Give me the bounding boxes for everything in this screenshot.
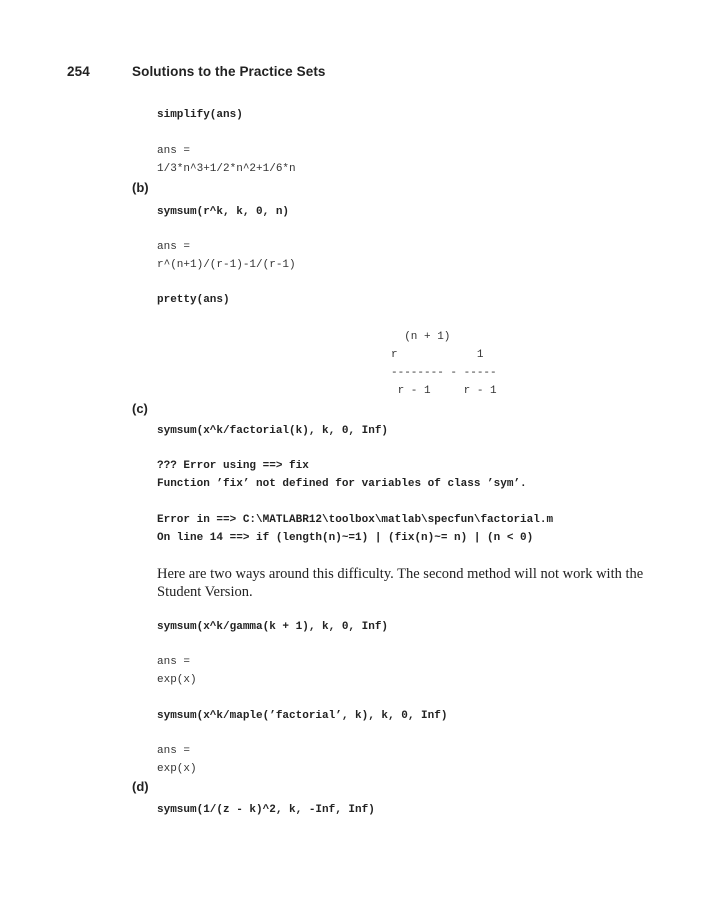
- error-line: Error in ==> C:\MATLABR12\toolbox\matlab\specfun\factorial.m: [157, 514, 554, 526]
- part-label-d: (d): [132, 779, 149, 794]
- error-line: ??? Error using ==> fix: [157, 460, 309, 472]
- code-command: symsum(x^k/gamma(k + 1), k, 0, Inf): [157, 621, 389, 633]
- page-number: 254: [67, 64, 90, 79]
- code-command: symsum(x^k/factorial(k), k, 0, Inf): [157, 425, 389, 437]
- error-line: On line 14 ==> if (length(n)~=1) | (fix(n)~= n) | (n < 0): [157, 532, 534, 544]
- code-output: exp(x): [157, 763, 197, 775]
- code-output: ans =: [157, 145, 191, 157]
- code-output: exp(x): [157, 674, 197, 686]
- code-output: r^(n+1)/(r-1)-1/(r-1): [157, 259, 296, 271]
- pretty-output-line: -------- - -----: [391, 367, 497, 379]
- code-command: symsum(x^k/maple(’factorial’, k), k, 0, Inf): [157, 710, 448, 722]
- running-title: Solutions to the Practice Sets: [132, 64, 326, 79]
- pretty-output-line: (n + 1): [391, 331, 451, 343]
- code-command: symsum(r^k, k, 0, n): [157, 206, 290, 218]
- code-command: symsum(1/(z - k)^2, k, -Inf, Inf): [157, 804, 375, 816]
- part-label-b: (b): [132, 180, 149, 195]
- code-output: 1/3*n^3+1/2*n^2+1/6*n: [157, 163, 296, 175]
- code-command: pretty(ans): [157, 294, 230, 306]
- pretty-output-line: r - 1 r - 1: [391, 385, 497, 397]
- code-output: ans =: [157, 656, 191, 668]
- code-output: ans =: [157, 745, 191, 757]
- prose-paragraph: Here are two ways around this difficulty. The second method will not work with the Student Version.: [157, 566, 644, 600]
- error-line: Function ’fix’ not defined for variables of class ’sym’.: [157, 478, 527, 490]
- pretty-output-line: r 1: [391, 349, 484, 361]
- code-command: simplify(ans): [157, 109, 243, 121]
- code-output: ans =: [157, 241, 191, 253]
- part-label-c: (c): [132, 401, 148, 416]
